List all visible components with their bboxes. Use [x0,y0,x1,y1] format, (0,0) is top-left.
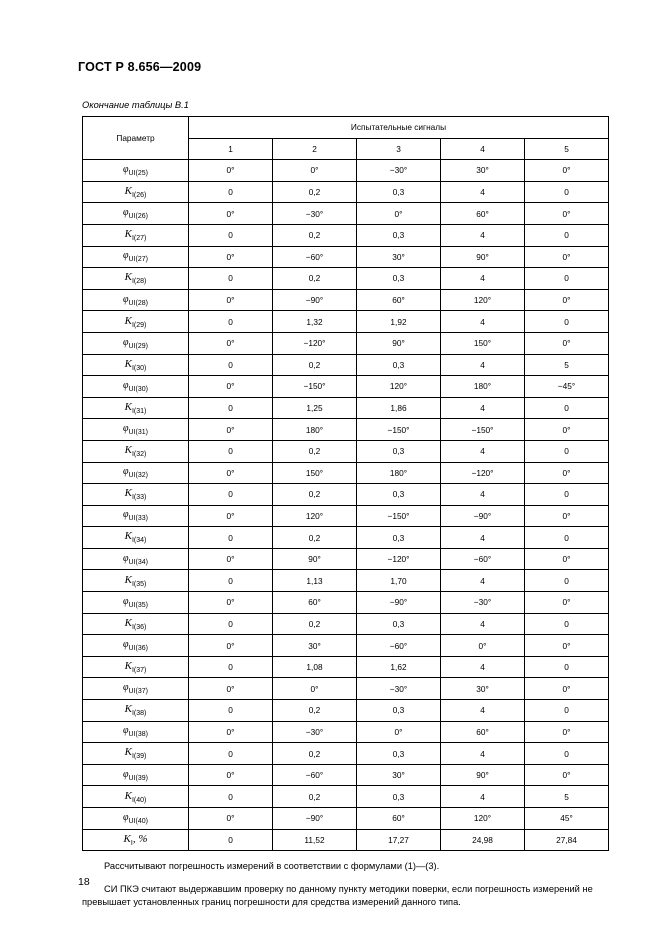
row-parameter-label [83,808,189,830]
table-cell: 0,2 [273,743,357,765]
table-cell: 0° [189,808,273,830]
footnote-2 [82,883,599,910]
table-cell: 0° [525,635,609,657]
table-cell: 0° [525,678,609,700]
table-cell: 0° [525,419,609,441]
table-row [83,354,609,376]
table-cell: 30° [441,160,525,182]
header-parameter: Параметр [83,117,189,160]
table-cell: 0 [525,311,609,333]
table-cell: 5 [525,786,609,808]
parameter-symbol: $\varphi_{UI(31)}$ [123,423,148,437]
table-cell: 0° [273,678,357,700]
row-parameter-label [83,484,189,506]
parameter-symbol: $\varphi_{UI(36)}$ [123,639,148,653]
table-cell: 0° [189,246,273,268]
parameter-symbol: $K_{I(27)}$ [124,228,147,243]
table-cell: −30° [441,592,525,614]
table-cell: 4 [441,613,525,635]
table-row [83,548,609,570]
table-cell: −30° [273,721,357,743]
table-row [83,268,609,290]
table-cell: 0° [189,289,273,311]
table-cell: 0 [525,527,609,549]
table-cell: 0° [189,592,273,614]
table-cell: 0° [189,419,273,441]
table-cell: 1,86 [357,397,441,419]
table-cell: 60° [441,721,525,743]
parameter-symbol: $K_{I(38)}$ [124,703,147,718]
table-cell: 0,2 [273,786,357,808]
parameter-symbol: $K_{I(37)}$ [124,660,147,675]
data-table [82,116,609,851]
table-cell: 0 [189,224,273,246]
table-cell: 4 [441,311,525,333]
table-cell: −120° [273,332,357,354]
table-cell: 0 [525,743,609,765]
table-row [83,829,609,851]
parameter-symbol: $\varphi_{UI(40)}$ [123,811,148,825]
table-cell: 0° [189,376,273,398]
table-cell: 0° [525,246,609,268]
table-cell: 1,92 [357,311,441,333]
table-cell: 0,3 [357,613,441,635]
table-cell: 0,2 [273,268,357,290]
row-parameter-label [83,764,189,786]
table-cell: 4 [441,397,525,419]
table-cell: 0° [189,764,273,786]
parameter-symbol: $K_I$, % [123,832,148,847]
table-cell: 4 [441,743,525,765]
parameter-symbol: $\varphi_{UI(33)}$ [123,509,148,523]
table-cell: 1,62 [357,656,441,678]
row-parameter-label [83,721,189,743]
table-cell: 0,3 [357,224,441,246]
table-cell: 0 [189,397,273,419]
table-cell: −60° [441,548,525,570]
table-cell: 0° [525,505,609,527]
table-cell: 120° [357,376,441,398]
table-cell: 0° [525,462,609,484]
table-cell: 0° [189,721,273,743]
table-cell: 11,52 [273,829,357,851]
table-cell: −150° [357,505,441,527]
table-cell: 0,3 [357,700,441,722]
table-cell: 4 [441,527,525,549]
table-cell: 0,2 [273,354,357,376]
table-row [83,462,609,484]
table-cell: 4 [441,268,525,290]
table-cell: 0° [357,721,441,743]
row-parameter-label [83,289,189,311]
header-signal-1: 1 [189,138,273,160]
table-cell: 24,98 [441,829,525,851]
table-cell: 0° [525,289,609,311]
table-cell: 0,2 [273,700,357,722]
parameter-symbol: $K_{I(32)}$ [124,444,147,459]
table-cell: 0° [525,721,609,743]
table-cell: 0 [189,570,273,592]
table-row [83,764,609,786]
row-parameter-label [83,678,189,700]
parameter-symbol: $\varphi_{UI(25)}$ [123,163,148,177]
table-cell: −150° [357,419,441,441]
table-cell: 0 [525,181,609,203]
table-cell: 90° [357,332,441,354]
table-cell: −30° [357,160,441,182]
table-row [83,289,609,311]
header-test-signals: Испытательные сигналы [189,117,609,139]
table-cell: −150° [273,376,357,398]
row-parameter-label [83,656,189,678]
table-cell: 0,2 [273,484,357,506]
table-row [83,376,609,398]
table-cell: 0° [525,332,609,354]
table-cell: 30° [441,678,525,700]
table-cell: 0° [525,548,609,570]
row-parameter-label [83,635,189,657]
row-parameter-label [83,700,189,722]
table-cell: 0° [189,678,273,700]
table-cell: 4 [441,484,525,506]
table-row [83,203,609,225]
table-cell: 0 [525,440,609,462]
table-cell: 60° [273,592,357,614]
table-cell: 4 [441,224,525,246]
table-cell: 60° [441,203,525,225]
table-cell: 0,3 [357,786,441,808]
table-cell: −60° [273,246,357,268]
table-row [83,786,609,808]
table-cell: 0,3 [357,484,441,506]
table-row [83,484,609,506]
table-cell: 0,3 [357,743,441,765]
parameter-symbol: $K_{I(30)}$ [124,357,147,372]
header-signal-5: 5 [525,138,609,160]
row-parameter-label [83,354,189,376]
table-cell: 120° [441,808,525,830]
table-cell: 0 [525,268,609,290]
parameter-symbol: $\varphi_{UI(26)}$ [123,207,148,221]
table-cell: 120° [441,289,525,311]
table-cell: 0 [189,743,273,765]
table-row [83,527,609,549]
parameter-symbol: $\varphi_{UI(38)}$ [123,725,148,739]
table-cell: 1,25 [273,397,357,419]
table-cell: 180° [441,376,525,398]
table-row [83,700,609,722]
table-cell: 4 [441,181,525,203]
page-header: ГОСТ Р 8.656—2009 [78,60,202,74]
row-parameter-label [83,527,189,549]
table-cell: 0,2 [273,181,357,203]
table-row [83,311,609,333]
row-parameter-label [83,462,189,484]
table-cell: 0,3 [357,440,441,462]
table-row [83,332,609,354]
parameter-symbol: $K_{I(39)}$ [124,746,147,761]
table-cell: 90° [441,764,525,786]
parameter-symbol: $K_{I(36)}$ [124,616,147,632]
footnote-1 [82,860,599,873]
table-cell: 4 [441,786,525,808]
parameter-symbol: $K_{I(34)}$ [124,530,147,545]
table-cell: 120° [273,505,357,527]
table-cell: 0 [525,613,609,635]
table-head [83,117,609,160]
table-cell: 45° [525,808,609,830]
table-cell: 0° [189,332,273,354]
table-cell: −30° [273,203,357,225]
table-cell: 0 [189,786,273,808]
row-parameter-label [83,613,189,635]
table-cell: 0 [189,484,273,506]
table-row [83,656,609,678]
parameter-symbol: $\varphi_{UI(30)}$ [123,379,148,393]
row-parameter-label [83,397,189,419]
table-cell: −150° [441,419,525,441]
table-cell: 0° [441,635,525,657]
parameter-symbol: $\varphi_{UI(35)}$ [123,595,148,609]
table-cell: 0 [525,656,609,678]
table-row [83,613,609,635]
table-cell: 30° [357,246,441,268]
table-cell: 1,13 [273,570,357,592]
table-cell: −30° [357,678,441,700]
footnote-2-text: СИ ПКЭ считают выдержавшим проверку по данному пункту методики поверки, если погрешность измерений не превышает установленных границ погрешности для средства измерений данного типа. [82,883,593,908]
table-cell: −90° [357,592,441,614]
parameter-symbol: $K_{I(28)}$ [124,271,147,286]
table-row [83,397,609,419]
table-cell: 0° [189,548,273,570]
table-cell: −90° [273,289,357,311]
table-cell: 60° [357,289,441,311]
row-parameter-label [83,829,189,851]
table-cell: 4 [441,354,525,376]
table-cell: 0° [189,505,273,527]
table-row [83,570,609,592]
table-cell: 0° [357,203,441,225]
row-parameter-label [83,440,189,462]
parameter-symbol: $K_{I(33)}$ [124,487,147,502]
table-cell: 1,32 [273,311,357,333]
table-cell: 1,70 [357,570,441,592]
table-cell: 0 [189,527,273,549]
table-cell: 0 [189,700,273,722]
row-parameter-label [83,311,189,333]
table-cell: 90° [441,246,525,268]
table-row [83,224,609,246]
table-cell: 4 [441,570,525,592]
table-cell: 90° [273,548,357,570]
table-cell: 4 [441,700,525,722]
table-cell: 0,3 [357,354,441,376]
table-cell: 4 [441,656,525,678]
table-cell: 0° [525,592,609,614]
table-cell: −120° [441,462,525,484]
table-cell: −60° [357,635,441,657]
table-cell: 0 [525,700,609,722]
parameter-symbol: $K_{I(40)}$ [124,789,147,804]
parameter-symbol: $\varphi_{UI(28)}$ [123,293,148,307]
table-cell: 0,3 [357,268,441,290]
table-cell: 150° [441,332,525,354]
table-cell: 0 [525,484,609,506]
row-parameter-label [83,743,189,765]
row-parameter-label [83,505,189,527]
table-cell: −120° [357,548,441,570]
table-cell: 5 [525,354,609,376]
row-parameter-label [83,203,189,225]
header-signal-2: 2 [273,138,357,160]
table-cell: 0 [189,311,273,333]
parameter-symbol: $K_{I(31)}$ [124,400,147,416]
table-cell: 0 [189,440,273,462]
table-row [83,419,609,441]
table-cell: 60° [357,808,441,830]
table-cell: −90° [441,505,525,527]
table-cell: 0 [189,656,273,678]
table-cell: 0° [525,203,609,225]
header-signal-3: 3 [357,138,441,160]
table-cell: 0 [525,570,609,592]
table-cell: 0° [189,462,273,484]
table-cell: 0,3 [357,181,441,203]
table-cell: 0° [525,764,609,786]
table-row [83,808,609,830]
row-parameter-label [83,570,189,592]
row-parameter-label [83,246,189,268]
table-cell: 30° [357,764,441,786]
table-cell: −60° [273,764,357,786]
table-cell: −90° [273,808,357,830]
table-header-row-1 [83,117,609,139]
table-cell: 4 [441,440,525,462]
table-row [83,440,609,462]
page-number: 18 [78,876,90,888]
table-cell: 0 [189,181,273,203]
table-cell: 180° [357,462,441,484]
parameter-symbol: $\varphi_{UI(29)}$ [123,336,148,350]
parameter-symbol: $\varphi_{UI(27)}$ [123,250,148,264]
table-cell: 0,2 [273,440,357,462]
row-parameter-label [83,268,189,290]
table-cell: 0,2 [273,527,357,549]
table-cell: 0 [189,829,273,851]
parameter-symbol: $K_{I(29)}$ [124,314,147,329]
parameter-symbol: $K_{I(26)}$ [124,184,147,200]
table-row [83,246,609,268]
row-parameter-label [83,332,189,354]
table-row [83,678,609,700]
table-cell: 0 [525,224,609,246]
footnote-1-text: Рассчитывают погрешность измерений в соответствии с формулами (1)—(3). [104,861,440,872]
table-cell: 0 [189,613,273,635]
parameter-symbol: $\varphi_{UI(39)}$ [123,768,148,782]
parameter-symbol: $K_{I(35)}$ [124,573,147,588]
table-cell: 30° [273,635,357,657]
table-cell: 0° [189,203,273,225]
table-row [83,721,609,743]
row-parameter-label [83,181,189,203]
table-cell: 0 [189,268,273,290]
table-cell: 27,84 [525,829,609,851]
table-cell: 150° [273,462,357,484]
table-cell: 0° [189,160,273,182]
table-row [83,160,609,182]
parameter-symbol: $\varphi_{UI(37)}$ [123,682,148,696]
table-row [83,505,609,527]
row-parameter-label [83,160,189,182]
row-parameter-label [83,592,189,614]
table-cell: −45° [525,376,609,398]
table-cell: 17,27 [357,829,441,851]
table-cell: 0° [189,635,273,657]
row-parameter-label [83,419,189,441]
table-caption: Окончание таблицы В.1 [82,100,189,110]
parameter-symbol: $\varphi_{UI(32)}$ [123,466,148,480]
table-row [83,743,609,765]
table-cell: 0,2 [273,224,357,246]
table-cell: 0° [525,160,609,182]
table-row [83,592,609,614]
row-parameter-label [83,376,189,398]
header-signal-4: 4 [441,138,525,160]
table-row [83,635,609,657]
row-parameter-label [83,548,189,570]
table-cell: 0 [525,397,609,419]
row-parameter-label [83,224,189,246]
table-body [83,160,609,851]
table-cell: 0 [189,354,273,376]
table-cell: 0,3 [357,527,441,549]
parameter-symbol: $\varphi_{UI(34)}$ [123,552,148,566]
row-parameter-label [83,786,189,808]
table-row [83,181,609,203]
table-cell: 0,2 [273,613,357,635]
table-cell: 180° [273,419,357,441]
table-cell: 0° [273,160,357,182]
table-cell: 1,08 [273,656,357,678]
